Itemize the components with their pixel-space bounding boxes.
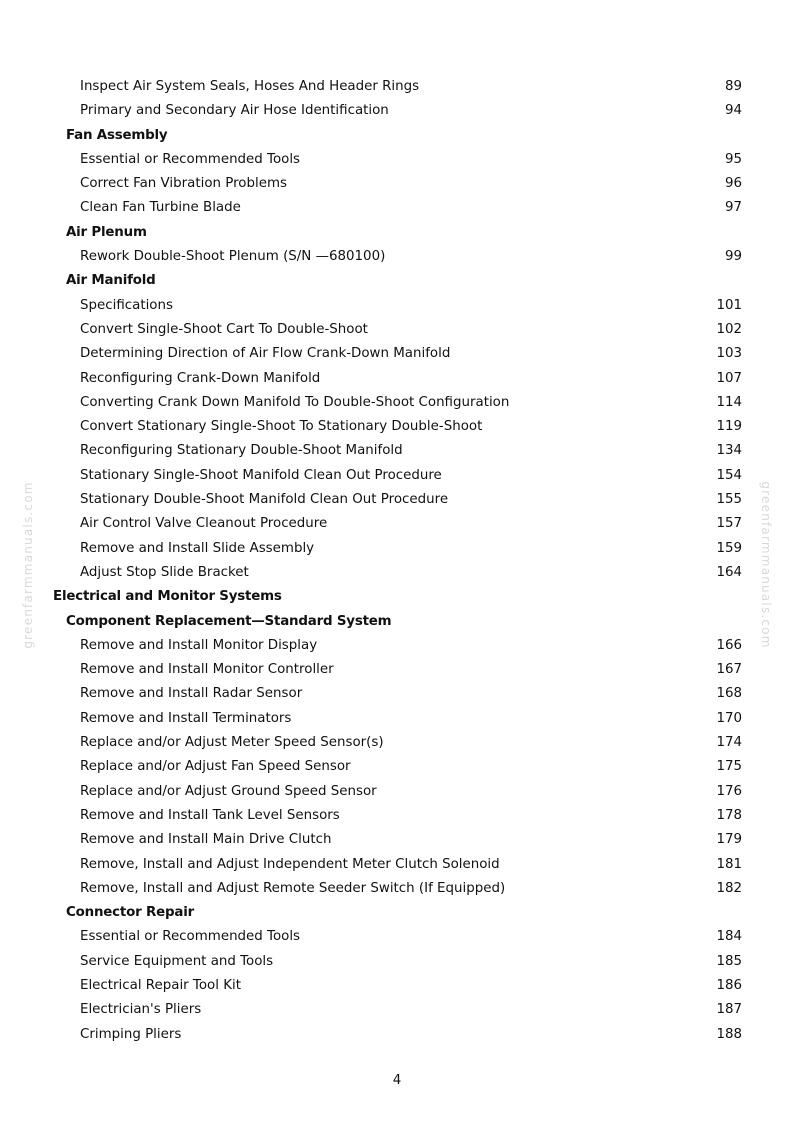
table-of-contents — [0, 75, 794, 1047]
toc-entry[interactable] — [0, 148, 794, 172]
watermark-right: greenfarmmanuals.com — [759, 481, 773, 649]
toc-entry[interactable] — [0, 658, 794, 682]
toc-entry-page-number: 96 — [724, 176, 742, 192]
toc-entry-page-number: 114 — [716, 394, 742, 410]
toc-entry-page-number: 170 — [716, 710, 742, 726]
toc-entry-title: Specifications — [80, 297, 173, 313]
toc-entry-page-number: 182 — [716, 880, 742, 896]
toc-entry-title: Electrician's Pliers — [80, 1002, 202, 1018]
toc-section-heading[interactable] — [0, 124, 794, 148]
toc-entry-page-number: 185 — [716, 953, 742, 969]
page-number: 4 — [392, 1073, 402, 1088]
toc-entry[interactable] — [0, 464, 794, 488]
toc-entry-title: Convert Stationary Single-Shoot To Stationary Double-Shoot — [80, 419, 483, 435]
toc-entry-page-number: 186 — [716, 977, 742, 993]
toc-entry[interactable] — [0, 391, 794, 415]
toc-entry[interactable] — [0, 828, 794, 852]
toc-entry-title: Air Control Valve Cleanout Procedure — [80, 516, 328, 532]
toc-entry[interactable] — [0, 755, 794, 779]
toc-entry[interactable] — [0, 877, 794, 901]
toc-entry-page-number: 181 — [716, 856, 742, 872]
toc-entry-page-number: 175 — [716, 759, 742, 775]
watermark-left: greenfarmmanuals.com — [21, 481, 35, 649]
toc-entry-title: Remove and Install Tank Level Sensors — [80, 807, 340, 823]
toc-entry[interactable] — [0, 682, 794, 706]
toc-entry-title: Correct Fan Vibration Problems — [80, 176, 287, 192]
toc-entry[interactable] — [0, 537, 794, 561]
toc-entry-page-number: 119 — [716, 419, 742, 435]
toc-entry-title: Essential or Recommended Tools — [80, 929, 301, 945]
toc-entry-title: Air Manifold — [66, 273, 156, 289]
toc-entry-title: Adjust Stop Slide Bracket — [80, 564, 249, 580]
toc-entry[interactable] — [0, 998, 794, 1022]
toc-entry-title: Inspect Air System Seals, Hoses And Header Rings — [80, 79, 420, 94]
toc-entry-page-number: 102 — [716, 321, 742, 337]
toc-entry-title: Electrical and Monitor Systems — [53, 589, 282, 605]
toc-entry-page-number: 166 — [716, 637, 742, 653]
toc-entry-page-number: 157 — [716, 516, 742, 532]
toc-entry-title: Remove and Install Radar Sensor — [80, 686, 303, 702]
toc-entry[interactable] — [0, 561, 794, 585]
toc-entry-title: Stationary Single-Shoot Manifold Clean Out Procedure — [80, 467, 442, 483]
toc-entry[interactable] — [0, 731, 794, 755]
toc-entry[interactable] — [0, 804, 794, 828]
toc-entry[interactable] — [0, 488, 794, 512]
toc-entry-page-number: 187 — [716, 1002, 742, 1018]
toc-entry[interactable] — [0, 245, 794, 269]
toc-entry[interactable] — [0, 415, 794, 439]
toc-entry-page-number: 154 — [716, 467, 742, 483]
toc-entry[interactable] — [0, 853, 794, 877]
toc-entry-page-number: 159 — [716, 540, 742, 556]
toc-entry-page-number: 95 — [724, 151, 742, 167]
toc-entry[interactable] — [0, 367, 794, 391]
toc-entry-title: Determining Direction of Air Flow Crank-Down Manifold — [80, 346, 451, 362]
toc-section-heading[interactable] — [0, 221, 794, 245]
toc-entry[interactable] — [0, 1023, 794, 1047]
toc-entry-page-number: 168 — [716, 686, 742, 702]
toc-entry-page-number: 167 — [716, 662, 742, 678]
toc-section-heading[interactable] — [0, 901, 794, 925]
toc-entry[interactable] — [0, 634, 794, 658]
toc-entry-title: Remove and Install Main Drive Clutch — [80, 832, 332, 848]
toc-entry[interactable] — [0, 780, 794, 804]
toc-entry-title: Convert Single-Shoot Cart To Double-Shoot — [80, 321, 368, 337]
toc-entry-title: Essential or Recommended Tools — [80, 151, 301, 167]
toc-entry-title: Converting Crank Down Manifold To Double-Shoot Configuration — [80, 394, 510, 410]
toc-entry-page-number: 174 — [716, 735, 742, 751]
toc-entry-page-number: 176 — [716, 783, 742, 799]
toc-entry[interactable] — [0, 318, 794, 342]
toc-entry-title: Fan Assembly — [66, 127, 168, 143]
toc-section-heading[interactable] — [0, 269, 794, 293]
toc-entry-title: Service Equipment and Tools — [80, 953, 274, 969]
toc-entry-title: Remove, Install and Adjust Remote Seeder Switch (If Equipped) — [80, 880, 506, 896]
toc-entry-page-number: 103 — [716, 346, 742, 362]
toc-entry-title: Rework Double-Shoot Plenum (S/N —680100) — [80, 249, 386, 265]
toc-entry[interactable] — [0, 196, 794, 220]
toc-entry-page-number: 178 — [716, 807, 742, 823]
toc-entry-page-number: 89 — [724, 79, 742, 94]
toc-entry-title: Remove and Install Terminators — [80, 710, 292, 726]
toc-entry[interactable] — [0, 512, 794, 536]
toc-entry-page-number: 164 — [716, 564, 742, 580]
toc-entry-title: Replace and/or Adjust Fan Speed Sensor — [80, 759, 351, 775]
toc-entry-title: Remove, Install and Adjust Independent Meter Clutch Solenoid — [80, 856, 500, 872]
toc-entry-title: Remove and Install Monitor Display — [80, 637, 318, 653]
toc-entry-page-number: 134 — [716, 443, 742, 459]
toc-entry-title: Replace and/or Adjust Meter Speed Sensor(s) — [80, 735, 384, 751]
toc-entry[interactable] — [0, 974, 794, 998]
toc-entry[interactable] — [0, 950, 794, 974]
toc-entry-title: Reconfiguring Stationary Double-Shoot Manifold — [80, 443, 403, 459]
toc-entry-page-number: 99 — [724, 249, 742, 265]
toc-entry[interactable] — [0, 99, 794, 123]
toc-entry[interactable] — [0, 75, 794, 99]
toc-entry-title: Crimping Pliers — [80, 1026, 182, 1042]
toc-entry-title: Stationary Double-Shoot Manifold Clean Out Procedure — [80, 492, 449, 508]
toc-entry-page-number: 97 — [724, 200, 742, 216]
toc-entry-title: Remove and Install Monitor Controller — [80, 662, 334, 678]
toc-entry-page-number: 155 — [716, 492, 742, 508]
toc-entry-title: Replace and/or Adjust Ground Speed Sensor — [80, 783, 377, 799]
toc-entry-title: Clean Fan Turbine Blade — [80, 200, 241, 216]
toc-entry[interactable] — [0, 707, 794, 731]
toc-entry-title: Air Plenum — [66, 224, 147, 240]
toc-entry-title: Component Replacement—Standard System — [66, 613, 392, 629]
toc-entry-title: Primary and Secondary Air Hose Identification — [80, 103, 389, 119]
toc-entry-title: Remove and Install Slide Assembly — [80, 540, 315, 556]
toc-entry-page-number: 107 — [716, 370, 742, 386]
toc-entry[interactable] — [0, 439, 794, 463]
toc-entry-title: Reconfiguring Crank-Down Manifold — [80, 370, 321, 386]
toc-entry-page-number: 179 — [716, 832, 742, 848]
toc-entry-page-number: 188 — [716, 1026, 742, 1042]
toc-entry-page-number: 94 — [724, 103, 742, 119]
toc-entry-title: Electrical Repair Tool Kit — [80, 977, 241, 993]
toc-entry[interactable] — [0, 925, 794, 949]
toc-chapter-heading[interactable] — [0, 585, 794, 609]
toc-entry[interactable] — [0, 342, 794, 366]
toc-entry-page-number: 184 — [716, 929, 742, 945]
toc-entry-title: Connector Repair — [66, 905, 194, 921]
toc-section-heading[interactable] — [0, 610, 794, 634]
toc-entry[interactable] — [0, 294, 794, 318]
toc-entry-page-number: 101 — [716, 297, 742, 313]
toc-entry[interactable] — [0, 172, 794, 196]
